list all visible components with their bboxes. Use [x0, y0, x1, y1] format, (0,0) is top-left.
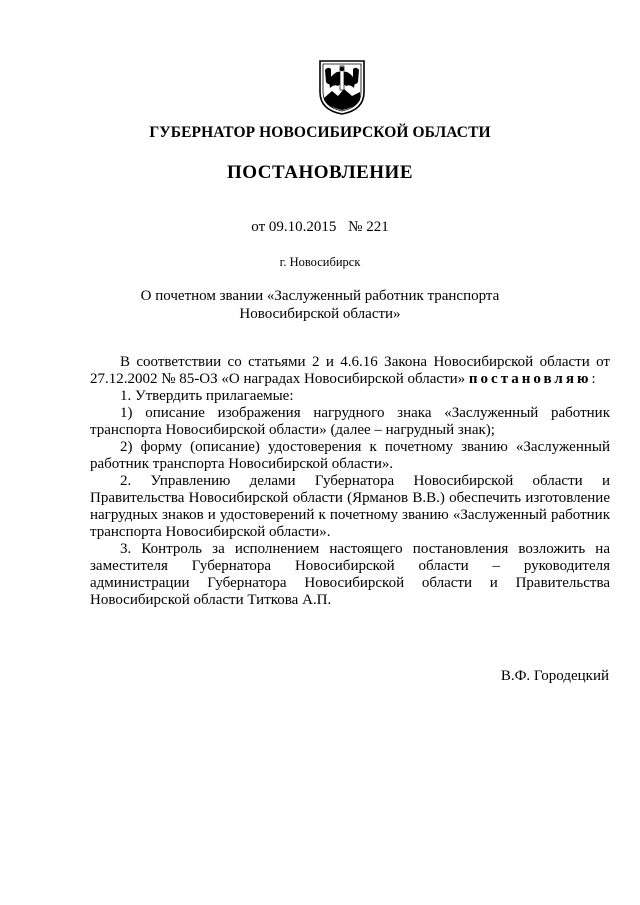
document-number: № 221	[348, 219, 389, 235]
city: г. Новосибирск	[279, 255, 361, 269]
date-number-line	[0, 219, 640, 236]
title-line-1: О почетном звании «Заслуженный работник транспорта	[140, 288, 500, 304]
title-line-2: Новосибирской области»	[239, 306, 401, 322]
paragraph-preamble	[90, 354, 610, 388]
preamble-text: В соответствии со статьями 2 и 4.6.16 Закона Новосибирской области от 27.12.2002 № 85-ОЗ «О наградах Новосибирской области»	[90, 354, 610, 387]
preamble-end: :	[591, 371, 596, 387]
document-type: ПОСТАНОВЛЕНИЕ	[226, 162, 414, 183]
document-title	[80, 287, 560, 323]
decree-word: постановляю	[468, 371, 592, 387]
document-body	[90, 354, 610, 609]
coat-of-arms-icon	[316, 58, 368, 116]
document-date: от 09.10.2015	[251, 219, 337, 235]
paragraph-1-1: 1) описание изображения нагрудного знака «Заслуженный работник транспорта Новосибирской области» (далее – нагрудный знак);	[90, 405, 610, 438]
paragraph-1: 1. Утвердить прилагаемые:	[120, 388, 294, 404]
paragraph-1-2: 2) форму (описание) удостоверения к почетному званию «Заслуженный работник транспорта Новосибирской области».	[90, 439, 610, 472]
paragraph-2: 2. Управлению делами Губернатора Новосибирской области и Правительства Новосибирской области (Ярманов В.В.) обеспечить изготовление нагрудных знаков и удостоверений к почетному званию «Заслуженный работник транспорта Новосибирской области».	[90, 473, 610, 540]
governor-heading: ГУБЕРНАТОР НОВОСИБИРСКОЙ ОБЛАСТИ	[149, 124, 491, 141]
paragraph-3: 3. Контроль за исполнением настоящего постановления возложить на заместителя Губернатора Новосибирской области – руководителя администрации Губернатора Новосибирской области и Правительства Новосибирской области Титкова А.П.	[90, 541, 610, 608]
signature: В.Ф. Городецкий	[500, 668, 609, 684]
